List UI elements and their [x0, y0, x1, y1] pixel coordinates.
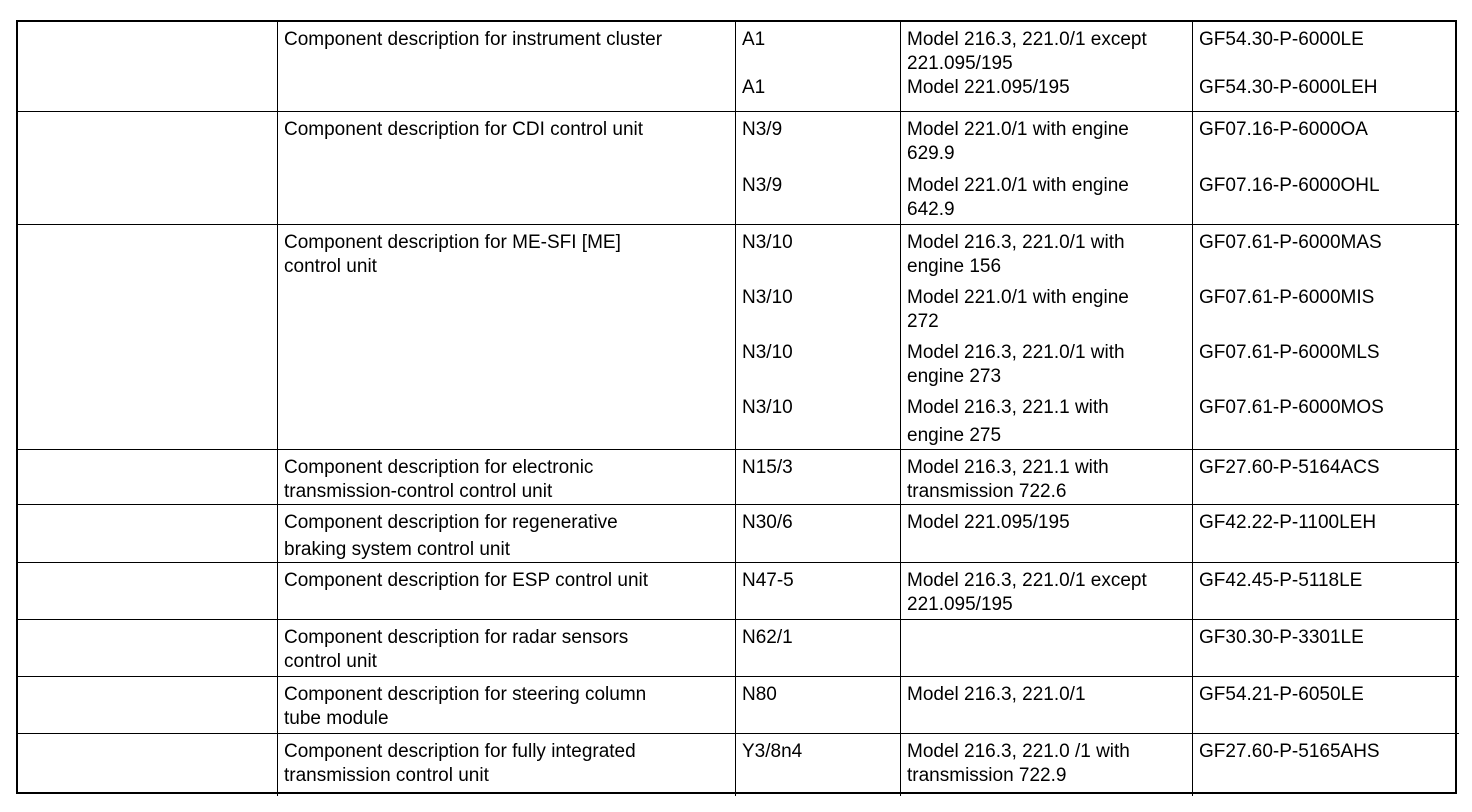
reference-text: GF07.61-P-6000MIS: [1199, 287, 1375, 308]
model-text: Model 221.0/1 with engine: [907, 119, 1129, 140]
model-cell: [901, 677, 1193, 734]
model-text: 221.095/195: [907, 594, 1013, 615]
description-text: transmission control unit: [284, 765, 489, 786]
description-text: tube module: [284, 708, 389, 729]
description-text: control unit: [284, 651, 377, 672]
code-cell: [736, 225, 901, 450]
reference-cell: [1193, 22, 1459, 112]
code-text: N3/10: [742, 287, 793, 308]
blank-cell: [18, 225, 278, 450]
reference-cell: [1193, 505, 1459, 563]
code-text: N30/6: [742, 512, 793, 533]
description-text: Component description for radar sensors: [284, 627, 629, 648]
reference-text: GF07.16-P-6000OA: [1199, 119, 1368, 140]
description-cell: [278, 505, 736, 563]
model-text: Model 221.095/195: [907, 512, 1070, 533]
reference-text: GF07.61-P-6000MAS: [1199, 232, 1382, 253]
reference-text: GF54.30-P-6000LEH: [1199, 77, 1378, 98]
description-cell: [278, 450, 736, 505]
reference-text: GF07.16-P-6000OHL: [1199, 175, 1380, 196]
model-text: Model 221.095/195: [907, 77, 1070, 98]
blank-cell: [18, 734, 278, 796]
model-text: 272: [907, 311, 939, 332]
model-text: 629.9: [907, 143, 955, 164]
description-cell: [278, 563, 736, 620]
description-text: Component description for fully integrated: [284, 741, 636, 762]
model-cell: [901, 505, 1193, 563]
model-text: engine 156: [907, 256, 1002, 277]
model-text: Model 216.3, 221.0/1 with: [907, 232, 1125, 253]
model-text: transmission 722.9: [907, 765, 1067, 786]
reference-text: GF54.21-P-6050LE: [1199, 684, 1364, 705]
description-text: Component description for electronic: [284, 457, 594, 478]
code-cell: [736, 112, 901, 225]
code-cell: [736, 505, 901, 563]
code-cell: [736, 620, 901, 677]
reference-cell: [1193, 677, 1459, 734]
blank-cell: [18, 677, 278, 734]
model-text: Model 216.3, 221.0/1 except: [907, 570, 1147, 591]
reference-cell: [1193, 112, 1459, 225]
blank-cell: [18, 563, 278, 620]
model-text: transmission 722.6: [907, 481, 1067, 502]
code-text: N3/10: [742, 342, 793, 363]
code-cell: [736, 734, 901, 796]
reference-text: GF54.30-P-6000LE: [1199, 29, 1364, 50]
description-text: control unit: [284, 256, 377, 277]
code-text: N62/1: [742, 627, 793, 648]
reference-cell: [1193, 450, 1459, 505]
reference-cell: [1193, 225, 1459, 450]
code-text: N3/9: [742, 175, 783, 196]
reference-text: GF27.60-P-5165AHS: [1199, 741, 1380, 762]
code-text: N47-5: [742, 570, 794, 591]
reference-text: GF42.45-P-5118LE: [1199, 570, 1363, 591]
model-text: Model 216.3, 221.0 /1 with: [907, 741, 1130, 762]
code-cell: [736, 563, 901, 620]
description-text: Component description for regenerative: [284, 512, 618, 533]
description-cell: [278, 22, 736, 112]
reference-cell: [1193, 563, 1459, 620]
model-text: 221.095/195: [907, 53, 1013, 74]
reference-cell: [1193, 620, 1459, 677]
reference-text: GF27.60-P-5164ACS: [1199, 457, 1380, 478]
model-cell: [901, 734, 1193, 796]
blank-cell: [18, 450, 278, 505]
model-text: Model 216.3, 221.0/1 with: [907, 342, 1125, 363]
model-text: Model 216.3, 221.1 with: [907, 397, 1109, 418]
model-cell: [901, 225, 1193, 450]
blank-cell: [18, 620, 278, 677]
code-text: N80: [742, 684, 777, 705]
model-text: Model 216.3, 221.0/1 except: [907, 29, 1147, 50]
reference-cell: [1193, 734, 1459, 796]
description-text: Component description for instrument cluster: [284, 29, 663, 50]
model-cell: [901, 563, 1193, 620]
code-text: N3/9: [742, 119, 783, 140]
description-text: Component description for CDI control unit: [284, 119, 644, 140]
component-reference-table: [16, 20, 1457, 794]
code-cell: [736, 450, 901, 505]
model-cell: [901, 620, 1193, 677]
code-text: N3/10: [742, 232, 793, 253]
description-cell: [278, 225, 736, 450]
description-cell: [278, 112, 736, 225]
model-cell: [901, 22, 1193, 112]
description-text: Component description for steering column: [284, 684, 647, 705]
reference-text: GF30.30-P-3301LE: [1199, 627, 1364, 648]
model-cell: [901, 450, 1193, 505]
model-text: engine 273: [907, 366, 1002, 387]
description-text: Component description for ESP control unit: [284, 570, 649, 591]
code-text: N3/10: [742, 397, 793, 418]
code-text: Y3/8n4: [742, 741, 803, 762]
model-text: Model 216.3, 221.1 with: [907, 457, 1109, 478]
reference-text: GF07.61-P-6000MOS: [1199, 397, 1384, 418]
description-text: braking system control unit: [284, 539, 510, 560]
code-cell: [736, 677, 901, 734]
blank-cell: [18, 22, 278, 112]
model-text: Model 221.0/1 with engine: [907, 287, 1129, 308]
blank-cell: [18, 505, 278, 563]
description-text: Component description for ME-SFI [ME]: [284, 232, 621, 253]
description-cell: [278, 677, 736, 734]
blank-cell: [18, 112, 278, 225]
code-cell: [736, 22, 901, 112]
code-text: A1: [742, 77, 766, 98]
model-text: engine 275: [907, 425, 1002, 446]
reference-text: GF07.61-P-6000MLS: [1199, 342, 1380, 363]
description-cell: [278, 620, 736, 677]
reference-text: GF42.22-P-1100LEH: [1199, 512, 1377, 533]
description-text: transmission-control control unit: [284, 481, 553, 502]
code-text: N15/3: [742, 457, 793, 478]
code-text: A1: [742, 29, 766, 50]
model-text: Model 221.0/1 with engine: [907, 175, 1129, 196]
model-text: Model 216.3, 221.0/1: [907, 684, 1086, 705]
model-cell: [901, 112, 1193, 225]
model-text: 642.9: [907, 199, 955, 220]
description-cell: [278, 734, 736, 796]
